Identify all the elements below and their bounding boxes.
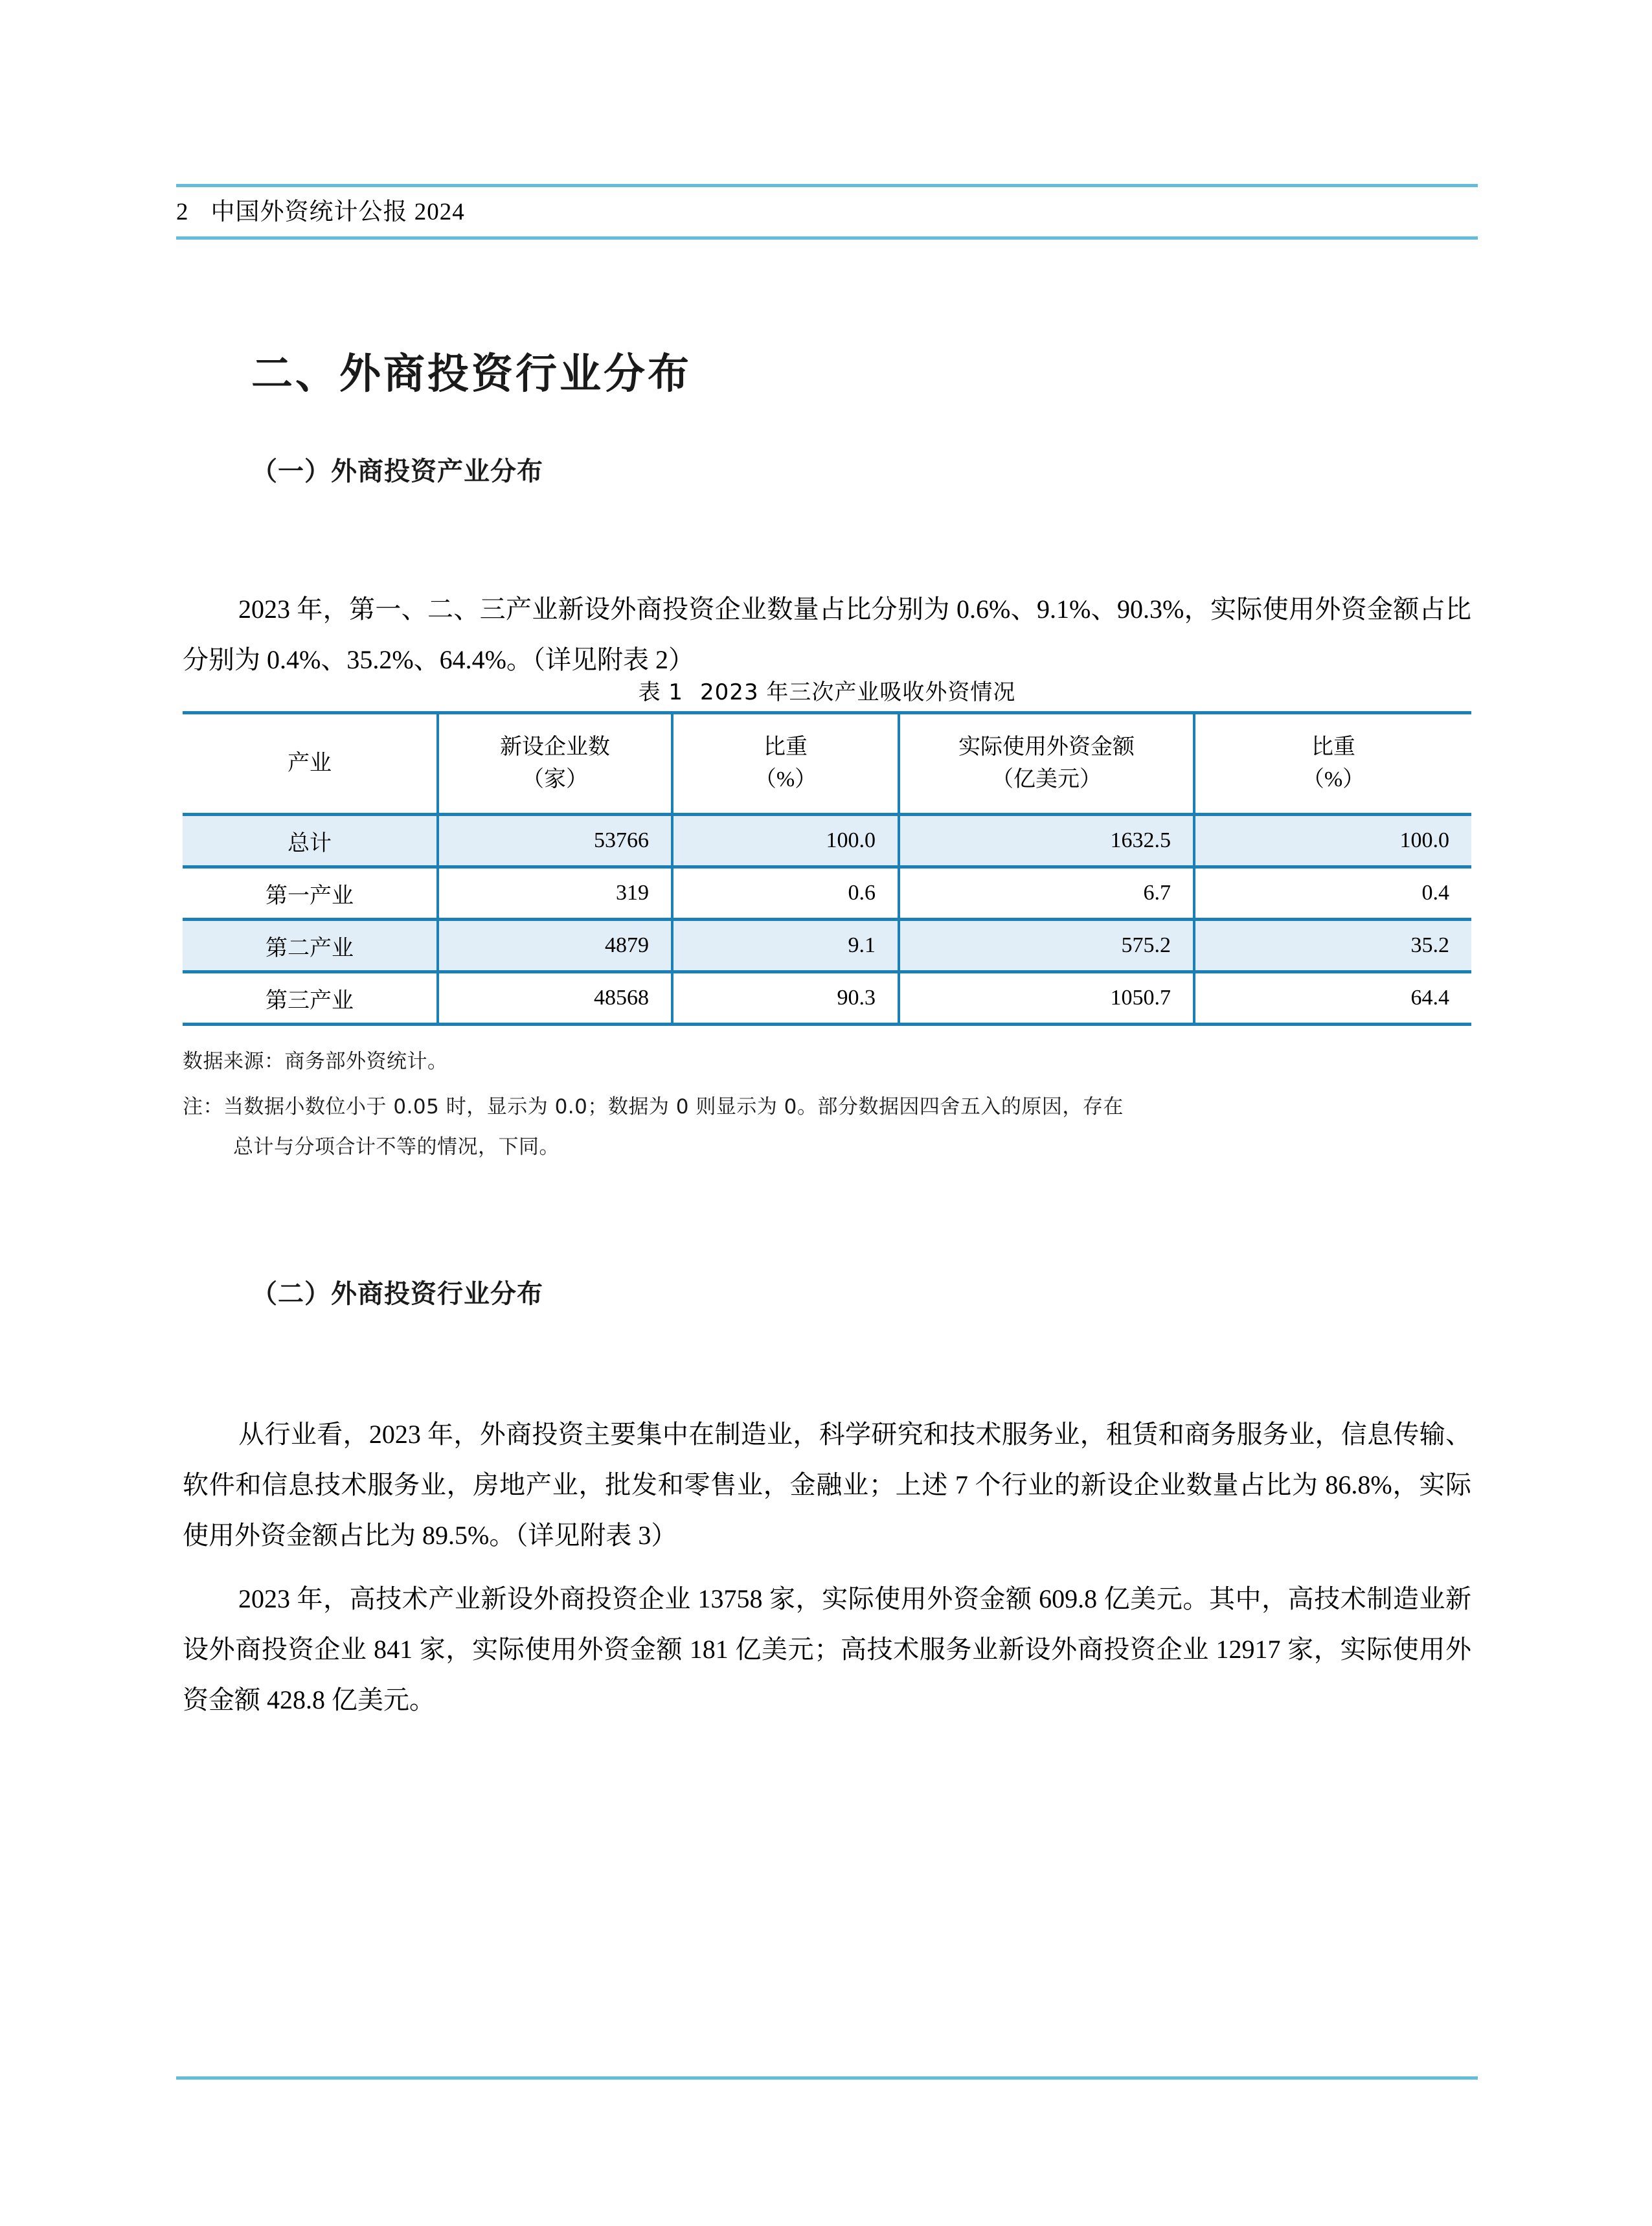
subsection-heading-2: （二）外商投资行业分布 — [251, 1279, 543, 1309]
section-heading: 二、外商投资行业分布 — [251, 351, 692, 397]
cell-new-enterprises: 48568 — [438, 972, 672, 1025]
subsection-heading-1: （一）外商投资产业分布 — [251, 457, 543, 486]
table-caption-text: 2023 年三次产业吸收外资情况 — [700, 679, 1016, 705]
header-publication-title: 中国外资统计公报 2024 — [210, 199, 465, 225]
paragraph-sector-distribution-text: 从行业看，2023 年，外商投资主要集中在制造业，科学研究和技术服务业，租赁和商务服务业，信息传输、软件和信息技术服务业，房地产业，批发和零售业，金融业；上述 7 个行业的新设企业数量占比为 86.8%，实际使用外资金额占比为 89.5%。（详见附表 3） — [183, 1420, 1471, 1550]
paragraph-high-tech-text: 2023 年，高技术产业新设外商投资企业 13758 家，实际使用外资金额 609.8 亿美元。其中，高技术制造业新设外商投资企业 841 家，实际使用外资金额 181 亿美元；高技术服务业新设外商投资企业 12917 家，实际使用外资金额 428.8 亿美元。 — [183, 1584, 1471, 1714]
note-data-source: 数据来源：商务部外资统计。 — [183, 1050, 448, 1073]
table-header-cell-fdi-amount — [899, 713, 1194, 815]
cell-industry-label: 第二产业 — [183, 920, 438, 972]
note-remark-line-2: 总计与分项合计不等的情况，下同。 — [233, 1135, 560, 1159]
header-line-1: 新设企业数 — [500, 735, 610, 759]
paragraph-sector-distribution — [183, 1409, 1471, 1561]
paragraph-high-tech — [183, 1574, 1471, 1725]
header-line-2: （%） — [754, 767, 817, 791]
table-caption — [183, 674, 1471, 706]
cell-share-enterprises: 100.0 — [672, 815, 899, 867]
header-text — [176, 187, 1478, 236]
cell-fdi-amount: 1050.7 — [899, 972, 1194, 1025]
table-row — [183, 815, 1471, 867]
cell-share-fdi: 35.2 — [1194, 920, 1471, 972]
cell-fdi-amount: 1632.5 — [899, 815, 1194, 867]
table-caption-label: 表 1 — [638, 679, 684, 705]
cell-new-enterprises: 319 — [438, 867, 672, 920]
cell-industry-label: 第三产业 — [183, 972, 438, 1025]
header-line-2: （%） — [1302, 767, 1365, 791]
table-header-row — [183, 713, 1471, 815]
table-header-cell-industry — [183, 713, 438, 815]
header-line-1: 比重 — [1311, 735, 1355, 759]
table-row — [183, 920, 1471, 972]
cell-share-enterprises: 9.1 — [672, 920, 899, 972]
header-line-1: 实际使用外资金额 — [958, 735, 1135, 759]
cell-share-fdi: 100.0 — [1194, 815, 1471, 867]
cell-fdi-amount: 6.7 — [899, 867, 1194, 920]
header-line-2: （家） — [522, 767, 588, 791]
table-header-cell-share-fdi — [1194, 713, 1471, 815]
cell-fdi-amount: 575.2 — [899, 920, 1194, 972]
header-page-number: 2 — [176, 199, 189, 225]
cell-industry-label: 总计 — [183, 815, 438, 867]
table-row — [183, 867, 1471, 920]
paragraph-industry-share — [183, 584, 1471, 685]
footer-rule — [176, 2076, 1478, 2080]
cell-new-enterprises: 4879 — [438, 920, 672, 972]
note-remark-line-1: 注：当数据小数位小于 0.05 时，显示为 0.0；数据为 0 则显示为 0。部分数据因四舍五入的原因，存在 — [183, 1095, 1124, 1119]
cell-share-fdi: 64.4 — [1194, 972, 1471, 1025]
cell-share-enterprises: 0.6 — [672, 867, 899, 920]
table-row — [183, 972, 1471, 1025]
cell-share-fdi: 0.4 — [1194, 867, 1471, 920]
paragraph-industry-share-text: 2023 年，第一、二、三产业新设外商投资企业数量占比分别为 0.6%、9.1%、90.3%，实际使用外资金额占比分别为 0.4%、35.2%、64.4%。（详见附表 2） — [183, 595, 1471, 674]
cell-industry-label: 第一产业 — [183, 867, 438, 920]
table-header-cell-new-enterprises — [438, 713, 672, 815]
page-header — [176, 184, 1478, 240]
table-industry-fdi — [183, 711, 1471, 1026]
note-remark — [183, 1087, 1471, 1167]
cell-share-enterprises: 90.3 — [672, 972, 899, 1025]
header-rule-bottom — [176, 236, 1478, 240]
cell-new-enterprises: 53766 — [438, 815, 672, 867]
header-line-1: 比重 — [764, 735, 808, 759]
table-header-cell-share-enterprises — [672, 713, 899, 815]
header-line-2: （亿美元） — [991, 767, 1102, 791]
header-line-1: 产业 — [288, 751, 332, 775]
